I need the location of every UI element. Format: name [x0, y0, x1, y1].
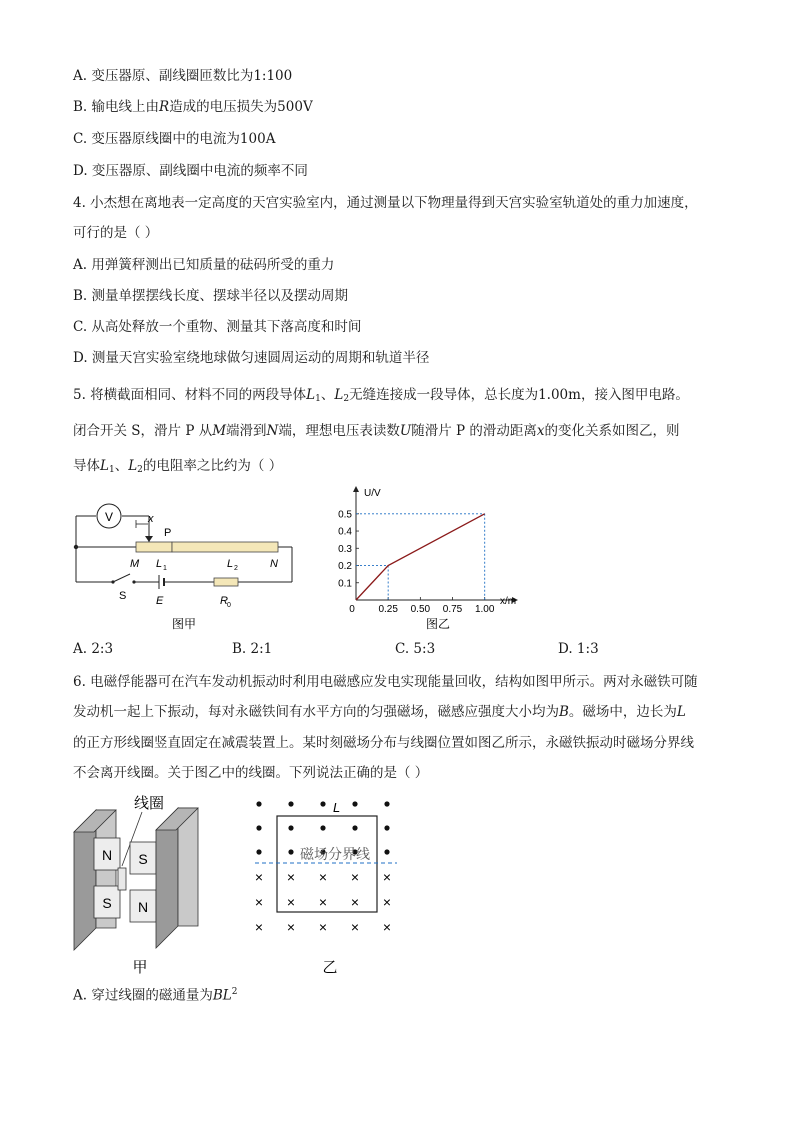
q5-l1-L1: L [306, 387, 316, 403]
q4-stem-line1: 4. 小杰想在离地表一定高度的天宫实验室内，通过测量以下物理量得到天宫实验室轨道处的重力加速度， [73, 195, 698, 211]
fig-jia-caption: 图甲 [171, 617, 197, 630]
q5-stem-line2 [73, 422, 680, 440]
magnet-bottom-right-label: N [137, 899, 149, 915]
q5-l3-sub2: 2 [137, 465, 143, 475]
y-tick-label: 0.3 [338, 543, 352, 555]
q5-option-a: A. 2:3 [73, 641, 114, 657]
q4-option-b: B. 测量单摆摆线长度、摆球半径以及摆动周期 [73, 288, 349, 304]
magnet-top-left-label: N [101, 847, 113, 863]
q4-option-d: D. 测量天宫实验室绕地球做匀速圆周运动的周期和轨道半径 [73, 350, 430, 366]
field-dot-icon [256, 849, 261, 854]
x-axis-label: x/m [500, 596, 517, 607]
q6-stem-line4: 不会离开线圈。关于图乙中的线圈。下列说法正确的是（ ） [73, 765, 429, 781]
x-tick-label: 0 [349, 604, 355, 615]
l1-sub: 1 [163, 565, 167, 572]
coil-icon [118, 868, 126, 890]
switch-icon [113, 574, 130, 582]
magnet-top-right-label: S [138, 851, 148, 867]
voltmeter-label: V [104, 510, 114, 524]
switch-contact [132, 580, 135, 583]
field-cross-icon: × [254, 894, 264, 910]
q4-stem-line2: 可行的是（ ） [73, 225, 159, 241]
n-label: N [270, 558, 278, 570]
field-dot-icon [384, 801, 389, 806]
q6-l2-b: 。磁场中，边长为 [568, 704, 677, 720]
q5-l3-a: 导体 [73, 458, 100, 474]
q5-l3-L2: L [128, 458, 138, 474]
field-cross-icon: × [350, 919, 360, 935]
q5-l2-N: N [266, 423, 279, 439]
field-dot-icon [320, 801, 325, 806]
q3-option-b-var: R [159, 99, 170, 115]
q5-l3-b: 的电阻率之比约为（ ） [142, 458, 283, 474]
field-dot-icon [352, 801, 357, 806]
q5-l3-sep: 、 [114, 458, 129, 474]
coil-label: 线圈 [134, 795, 165, 812]
field-dot-icon [256, 825, 261, 830]
y-axis-label: U/V [364, 488, 381, 499]
field-cross-icon: × [286, 894, 296, 910]
e-label: E [156, 595, 164, 607]
q5-l2-x: x [536, 423, 545, 439]
s-label: S [119, 590, 127, 602]
y-tick-label: 0.4 [338, 526, 352, 538]
field-cross-icon: × [382, 919, 392, 935]
x-label: x [148, 513, 154, 525]
fig-yi6-caption: 乙 [322, 959, 338, 976]
y-tick-label: 0.1 [338, 578, 352, 590]
field-cross-icon: × [382, 894, 392, 910]
field-cross-icon: × [286, 869, 296, 885]
q6-option-a [73, 983, 237, 1005]
q6-opt-a-pre: A. 穿过线圈的磁通量为 [73, 987, 213, 1004]
data-series-line [356, 514, 485, 600]
x-tick-label: 0.50 [410, 604, 431, 615]
l2-label: L [227, 558, 234, 570]
q5-stem-line1 [73, 386, 689, 408]
q5-circuit-diagram [64, 500, 304, 630]
q5-l2-c: 端，理想电压表读数 [278, 423, 400, 439]
x-tick-label: 0.75 [442, 604, 463, 615]
q3-option-b-post: 造成的电压损失为500V [169, 99, 313, 115]
q6-stem-line1: 6. 电磁俘能器可在汽车发动机振动时利用电磁感应发电实现能量回收，结构如图甲所示。两对永磁铁可随 [73, 674, 698, 690]
y-tick-label: 0.2 [338, 561, 352, 573]
q5-l3-sub1: 1 [108, 465, 115, 475]
q5-l2-U: U [399, 423, 412, 439]
q5-l2-e: 的变化关系如图乙，则 [544, 423, 680, 439]
q3-option-b [73, 98, 313, 116]
q5-l2-b: 端滑到 [226, 423, 267, 439]
q5-stem-line3 [73, 457, 282, 479]
field-dot-icon [288, 849, 293, 854]
l2-sub: 2 [234, 565, 238, 572]
x-tick-label: 0.25 [378, 604, 398, 615]
q6-fig-yi [245, 790, 415, 980]
q5-l1-sub2: 2 [343, 394, 350, 404]
r-label: R [220, 595, 228, 607]
q3-option-d: D. 变压器原、副线圈中电流的频率不同 [73, 163, 308, 179]
field-cross-icon: × [350, 894, 360, 910]
q3-option-b-pre: B. 输电线上由 [73, 99, 160, 115]
slider-p-arrow [145, 536, 153, 542]
q5-l2-d: 随滑片 P 的滑动距离 [411, 423, 537, 439]
field-cross-icon: × [286, 919, 296, 935]
field-dot-icon [256, 801, 261, 806]
field-boundary-label: 磁场分界线 [300, 846, 370, 862]
x-tick-label: 1.00 [474, 604, 495, 615]
q3-option-a: A. 变压器原、副线圈匝数比为1:100 [73, 68, 293, 84]
coil-side-label: L [333, 800, 341, 815]
q5-l1-L2: L [334, 387, 344, 403]
q5-l3-L1: L [100, 458, 109, 474]
field-dot-icon [384, 825, 389, 830]
field-dot-icon [384, 849, 389, 854]
l1-label: L [156, 558, 163, 570]
q6-l2-a: 发动机一起上下振动，每对永磁铁间有水平方向的匀强磁场，磁感应强度大小均为 [73, 704, 559, 720]
q5-l1-sep: 、 [320, 387, 335, 403]
q5-l1-b: 无缝连接成一段导体，总长度为1.00m，接入图甲电路。 [349, 387, 689, 403]
field-cross-icon: × [254, 919, 264, 935]
fig-yi-caption: 图乙 [425, 617, 451, 631]
r-sub: 0 [227, 602, 231, 609]
resistor-r0 [214, 578, 238, 586]
field-cross-icon: × [318, 869, 328, 885]
p-label: P [164, 527, 172, 539]
y-tick-label: 0.5 [338, 509, 352, 521]
q4-option-c: C. 从高处释放一个重物、测量其下落高度和时间 [73, 319, 362, 335]
field-dot-icon [288, 825, 293, 830]
q6-stem-line2 [73, 703, 686, 721]
junction-dot [74, 545, 78, 549]
field-dot-icon [352, 825, 357, 830]
q6-l2-L: L [676, 704, 686, 720]
field-cross-icon: × [350, 869, 360, 885]
q5-l2-a: 闭合开关 S，滑片 P 从 [73, 423, 213, 439]
q3-option-c: C. 变压器原线圈中的电流为100A [73, 131, 276, 147]
field-cross-icon: × [318, 894, 328, 910]
field-dot-icon [288, 801, 293, 806]
conductor-l2 [172, 542, 278, 552]
q5-option-d: D. 1:3 [558, 641, 599, 657]
q5-l1-sub1: 1 [315, 394, 321, 404]
q5-uv-chart [330, 482, 530, 632]
q6-fig-jia [68, 790, 238, 980]
field-dot-icon [320, 825, 325, 830]
field-cross-icon: × [382, 869, 392, 885]
conductor-l1 [136, 542, 172, 552]
field-cross-icon: × [254, 869, 264, 885]
m-label: M [130, 558, 140, 570]
q5-option-b: B. 2:1 [232, 641, 273, 657]
q5-option-c: C. 5:3 [395, 641, 436, 657]
q6-opt-a-sup: 2 [231, 987, 238, 997]
fig-jia6-caption: 甲 [132, 959, 148, 976]
y-axis-arrow [353, 486, 359, 492]
q4-option-a: A. 用弹簧秤测出已知质量的砝码所受的重力 [73, 257, 335, 273]
right-plate-front [178, 808, 198, 926]
q5-l1-a: 5. 将横截面相同、材料不同的两段导体 [73, 387, 307, 403]
field-cross-icon: × [318, 919, 328, 935]
q6-l2-B: B [559, 704, 569, 720]
magnet-bottom-left-label: S [102, 895, 112, 911]
q5-l2-M: M [212, 423, 227, 439]
q6-stem-line3: 的正方形线圈竖直固定在减震装置上。某时刻磁场分布与线圈位置如图乙所示，永磁铁振动时磁场分界线 [73, 735, 694, 751]
q6-opt-a-bl: BL [212, 987, 232, 1004]
